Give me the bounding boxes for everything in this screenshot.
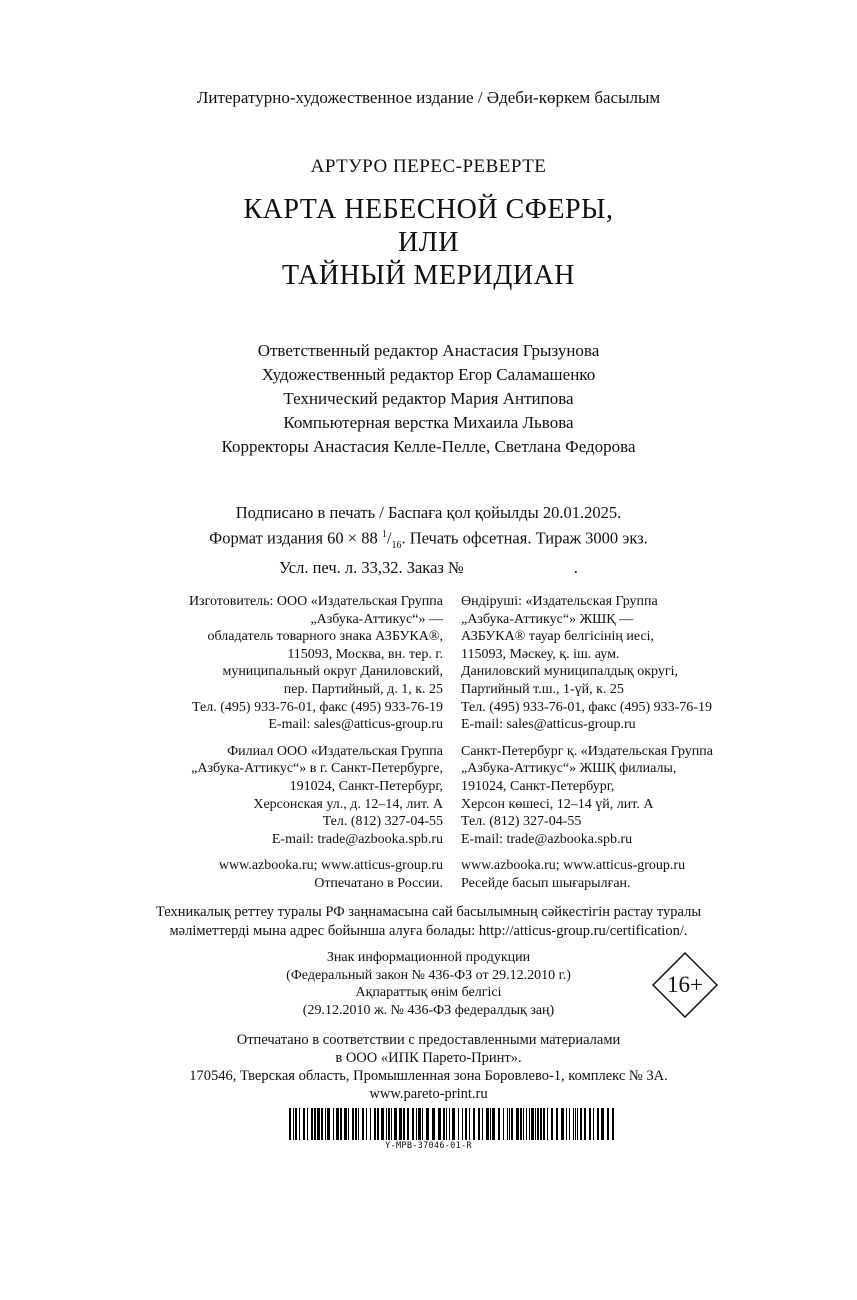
imprint-line: E-mail: trade@azbooka.spb.ru (271, 831, 443, 847)
imprint-line: „Азбука-Аттикус“» в г. Санкт-Петербурге, (191, 761, 443, 777)
barcode-bar (362, 1108, 364, 1140)
barcode-bar (399, 1108, 402, 1140)
series-line: Литературно-художественное издание / Әдеби-көркем басылым (196, 88, 661, 107)
barcode-bar (547, 1108, 548, 1140)
age-rating-badge (652, 952, 718, 1018)
barcode-bar (482, 1108, 483, 1140)
imprint-line: муниципальный округ Даниловский, (222, 664, 443, 680)
barcode-bar (366, 1108, 367, 1140)
barcode-bar (612, 1108, 614, 1140)
imprint-line: Тел. (812) 327-04-55 (461, 814, 582, 830)
imprint-line: „Азбука-Аттикус“» — (310, 611, 443, 627)
barcode-bar (432, 1108, 435, 1140)
barcode-bar (340, 1108, 342, 1140)
barcode-bar (537, 1108, 539, 1140)
format-line (0, 524, 857, 557)
barcode-bar (540, 1108, 542, 1140)
imprint-line: www.azbooka.ru; www.atticus-group.ru (461, 858, 686, 874)
barcode-bar (462, 1108, 463, 1140)
barcode-bar (465, 1108, 467, 1140)
barcode-bar (327, 1108, 330, 1140)
barcode-bar (438, 1108, 441, 1140)
barcode-bar (348, 1108, 349, 1140)
printer-line: www.pareto-print.ru (369, 1086, 488, 1102)
imprint-line: 115093, Москва, вн. тер. г. (287, 646, 443, 662)
barcode-bar (388, 1108, 390, 1140)
credits-block (0, 339, 857, 459)
barcode-bar (446, 1108, 447, 1140)
barcode-bar (511, 1108, 513, 1140)
barcode-bar (452, 1108, 455, 1140)
barcode-bar (333, 1108, 334, 1140)
imprint-line: Тел. (495) 933-76-01, факс (495) 933-76-19 (461, 699, 712, 715)
barcode-bar (589, 1108, 591, 1140)
order-suffix: . (573, 557, 578, 577)
imprint-line: E-mail: trade@azbooka.spb.ru (461, 831, 633, 847)
barcode-bar (551, 1108, 553, 1140)
barcode-bar (607, 1108, 609, 1140)
barcode-bar (403, 1108, 405, 1140)
printer-line: Отпечатано в соответствии с предоставленными материалами (236, 1032, 621, 1048)
barcode-bar (531, 1108, 534, 1140)
imprint-line: 115093, Мәскеу, қ. іш. аум. (461, 646, 620, 662)
info-product-sign (0, 949, 857, 1019)
imprint-line: обладатель товарного знака АЗБУКА®, (207, 629, 443, 645)
printer-line: в ООО «ИПК Парето-Принт». (335, 1050, 522, 1066)
credit-line: Технический редактор Мария Антипова (283, 389, 574, 408)
imprint-line: Санкт-Петербург қ. «Издательская Группа (461, 743, 713, 759)
printer-line: 170546, Тверская область, Промышленная зона Боровлево-1, комплекс № 3А. (189, 1068, 668, 1084)
credit-line: Ответственный редактор Анастасия Грызунова (257, 341, 600, 360)
barcode-bar (597, 1108, 599, 1140)
barcode-bar (426, 1108, 429, 1140)
format-suffix: . Печать офсетная. Тираж 3000 экз. (401, 528, 648, 548)
barcode-bar (561, 1108, 564, 1140)
manufacturer-ru (189, 593, 443, 734)
manufacturer-kz (461, 593, 713, 734)
barcode-bar (416, 1108, 417, 1140)
barcode-bar (325, 1108, 326, 1140)
imprint-line: Партийный т.ш., 1-үй, к. 25 (461, 681, 624, 697)
barcode-bar (412, 1108, 414, 1140)
barcode-bar (289, 1108, 291, 1140)
imprint-line: Отпечатано в России. (314, 875, 443, 891)
barcode-bar (418, 1108, 421, 1140)
imprint-line: Өндіруші: «Издательская Группа (461, 594, 658, 609)
barcode-bar (503, 1108, 504, 1140)
imprint-line: Херсонская ул., д. 12–14, лит. А (253, 796, 443, 812)
credit-line: Корректоры Анастасия Келле-Пелле, Светлана Федорова (221, 437, 636, 456)
barcode-bar (422, 1108, 423, 1140)
barcode-bar (473, 1108, 475, 1140)
imprint-line: Тел. (812) 327-04-55 (322, 814, 443, 830)
imprint-line: Ресейде басып шығарылған. (461, 875, 631, 891)
imprint-line: Изготовитель: ООО «Издательская Группа (188, 594, 443, 609)
imprint-kz-column (461, 593, 713, 893)
age-rating-text: 16+ (667, 972, 703, 997)
barcode-bar (543, 1108, 545, 1140)
barcode-bar (507, 1108, 508, 1140)
barcode-bar (566, 1108, 567, 1140)
order-line (0, 557, 857, 579)
print-info (0, 502, 857, 579)
branch-kz (461, 743, 713, 849)
barcode-bar (449, 1108, 450, 1140)
barcode-bar (407, 1108, 409, 1140)
imprint-line: Херсон көшесі, 12–14 үй, лит. А (461, 796, 654, 812)
branch-ru (189, 743, 443, 849)
barcode-bar (370, 1108, 371, 1140)
barcode-bar (601, 1108, 604, 1140)
info-sign-line: Ақпараттық өнім белгісі (355, 985, 502, 1000)
barcode-bar (303, 1108, 305, 1140)
barcode-bar (577, 1108, 578, 1140)
barcode-bar (573, 1108, 574, 1140)
barcode-bar (443, 1108, 445, 1140)
web-kz (461, 857, 713, 892)
imprint-line: Филиал ООО «Издательская Группа (227, 743, 443, 759)
barcode-bar (498, 1108, 500, 1140)
barcode-bar (593, 1108, 594, 1140)
barcode-bar (492, 1108, 495, 1140)
barcode-bar (584, 1108, 586, 1140)
imprint-line: Даниловский муниципалдық округі, (461, 664, 678, 680)
barcode-bar (569, 1108, 570, 1140)
imprint-ru-column (189, 593, 443, 893)
barcode-bar (293, 1108, 294, 1140)
barcode-bar (358, 1108, 359, 1140)
book-author: АРТУРО ПЕРЕС-РЕВЕРТЕ (310, 156, 547, 177)
barcode-bar (526, 1108, 527, 1140)
printer-info (0, 1031, 857, 1103)
imprint-line: 191024, Санкт-Петербург, (461, 778, 615, 794)
barcode-bar (336, 1108, 339, 1140)
barcode-bar (311, 1108, 313, 1140)
order-prefix: Усл. печ. л. 33,32. Заказ № (279, 557, 464, 577)
barcode-bar (509, 1108, 510, 1140)
credit-line: Художественный редактор Егор Саламашенко (261, 365, 596, 384)
imprint-line: пер. Партийный, д. 1, к. 25 (283, 681, 443, 697)
barcode-bar (486, 1108, 489, 1140)
barcode-bar (580, 1108, 582, 1140)
barcode-bar (391, 1108, 392, 1140)
barcode-bar (317, 1108, 320, 1140)
barcode-bar (575, 1108, 576, 1140)
info-sign-line: (Федеральный закон № 436-ФЗ от 29.12.2010 г.) (286, 967, 571, 983)
barcode-bar (295, 1108, 297, 1140)
barcode-bar (535, 1108, 536, 1140)
barcode-bar (352, 1108, 354, 1140)
certification-line: мәліметтерді мына адрес бойынша алуға болады: http://atticus-group.ru/certification/. (169, 923, 688, 939)
format-numerator: 1 (381, 529, 387, 540)
barcode-bar (478, 1108, 480, 1140)
title-line: ИЛИ (398, 227, 459, 258)
barcode-bar (344, 1108, 347, 1140)
barcode-bar (469, 1108, 470, 1140)
format-slash: / (386, 528, 392, 548)
barcode-bar (377, 1108, 379, 1140)
barcode-bar (321, 1108, 323, 1140)
info-sign-line: (29.12.2010 ж. № 436-ФЗ федералдық заң) (302, 1002, 555, 1018)
certification-line: Техникалық реттеу туралы РФ заңнамасына сай басылымның сәйкестігін растау туралы (155, 904, 702, 920)
info-sign-line: Знак информационной продукции (326, 950, 531, 965)
format-denominator: 16 (391, 539, 402, 551)
web-ru (189, 857, 443, 892)
barcode-bar (458, 1108, 459, 1140)
barcode-icon (289, 1108, 614, 1140)
barcode-bar (529, 1108, 530, 1140)
barcode-bar (523, 1108, 524, 1140)
imprint-line: АЗБУКА® тауар белгісінің иесі, (461, 629, 655, 645)
barcode-bar (520, 1108, 522, 1140)
title-line: ТАЙНЫЙ МЕРИДИАН (281, 260, 576, 291)
barcode-bar (490, 1108, 491, 1140)
barcode-bar (299, 1108, 300, 1140)
format-prefix: Формат издания 60 × 88 (209, 528, 378, 548)
barcode-bar (381, 1108, 384, 1140)
imprint-line: 191024, Санкт-Петербург, (289, 778, 443, 794)
signed-line: Подписано в печать / Баспаға қол қойылды 20.01.2025. (235, 503, 622, 522)
imprint-line: Тел. (495) 933-76-01, факс (495) 933-76-19 (192, 699, 443, 715)
imprint-line: E-mail: sales@atticus-group.ru (461, 717, 636, 733)
barcode-text: Y-MPB-37046-01-R (385, 1141, 472, 1151)
imprint-line: „Азбука-Аттикус“» ЖШҚ — (461, 611, 634, 627)
certification-note (0, 903, 857, 941)
barcode-bar (314, 1108, 316, 1140)
barcode-bar (516, 1108, 519, 1140)
imprint-line: E-mail: sales@atticus-group.ru (268, 717, 443, 733)
credit-line: Компьютерная верстка Михаила Львова (283, 413, 574, 432)
barcode-bar (386, 1108, 387, 1140)
barcode-bar (355, 1108, 357, 1140)
barcode-bar (374, 1108, 376, 1140)
barcode-bar (556, 1108, 558, 1140)
title-line: КАРТА НЕБЕСНОЙ СФЕРЫ, (243, 194, 614, 225)
imprint-line: „Азбука-Аттикус“» ЖШҚ филиалы, (461, 761, 677, 777)
barcode-bar (307, 1108, 308, 1140)
barcode-bar (394, 1108, 397, 1140)
imprint-line: www.azbooka.ru; www.atticus-group.ru (218, 858, 443, 874)
book-title (0, 193, 857, 292)
